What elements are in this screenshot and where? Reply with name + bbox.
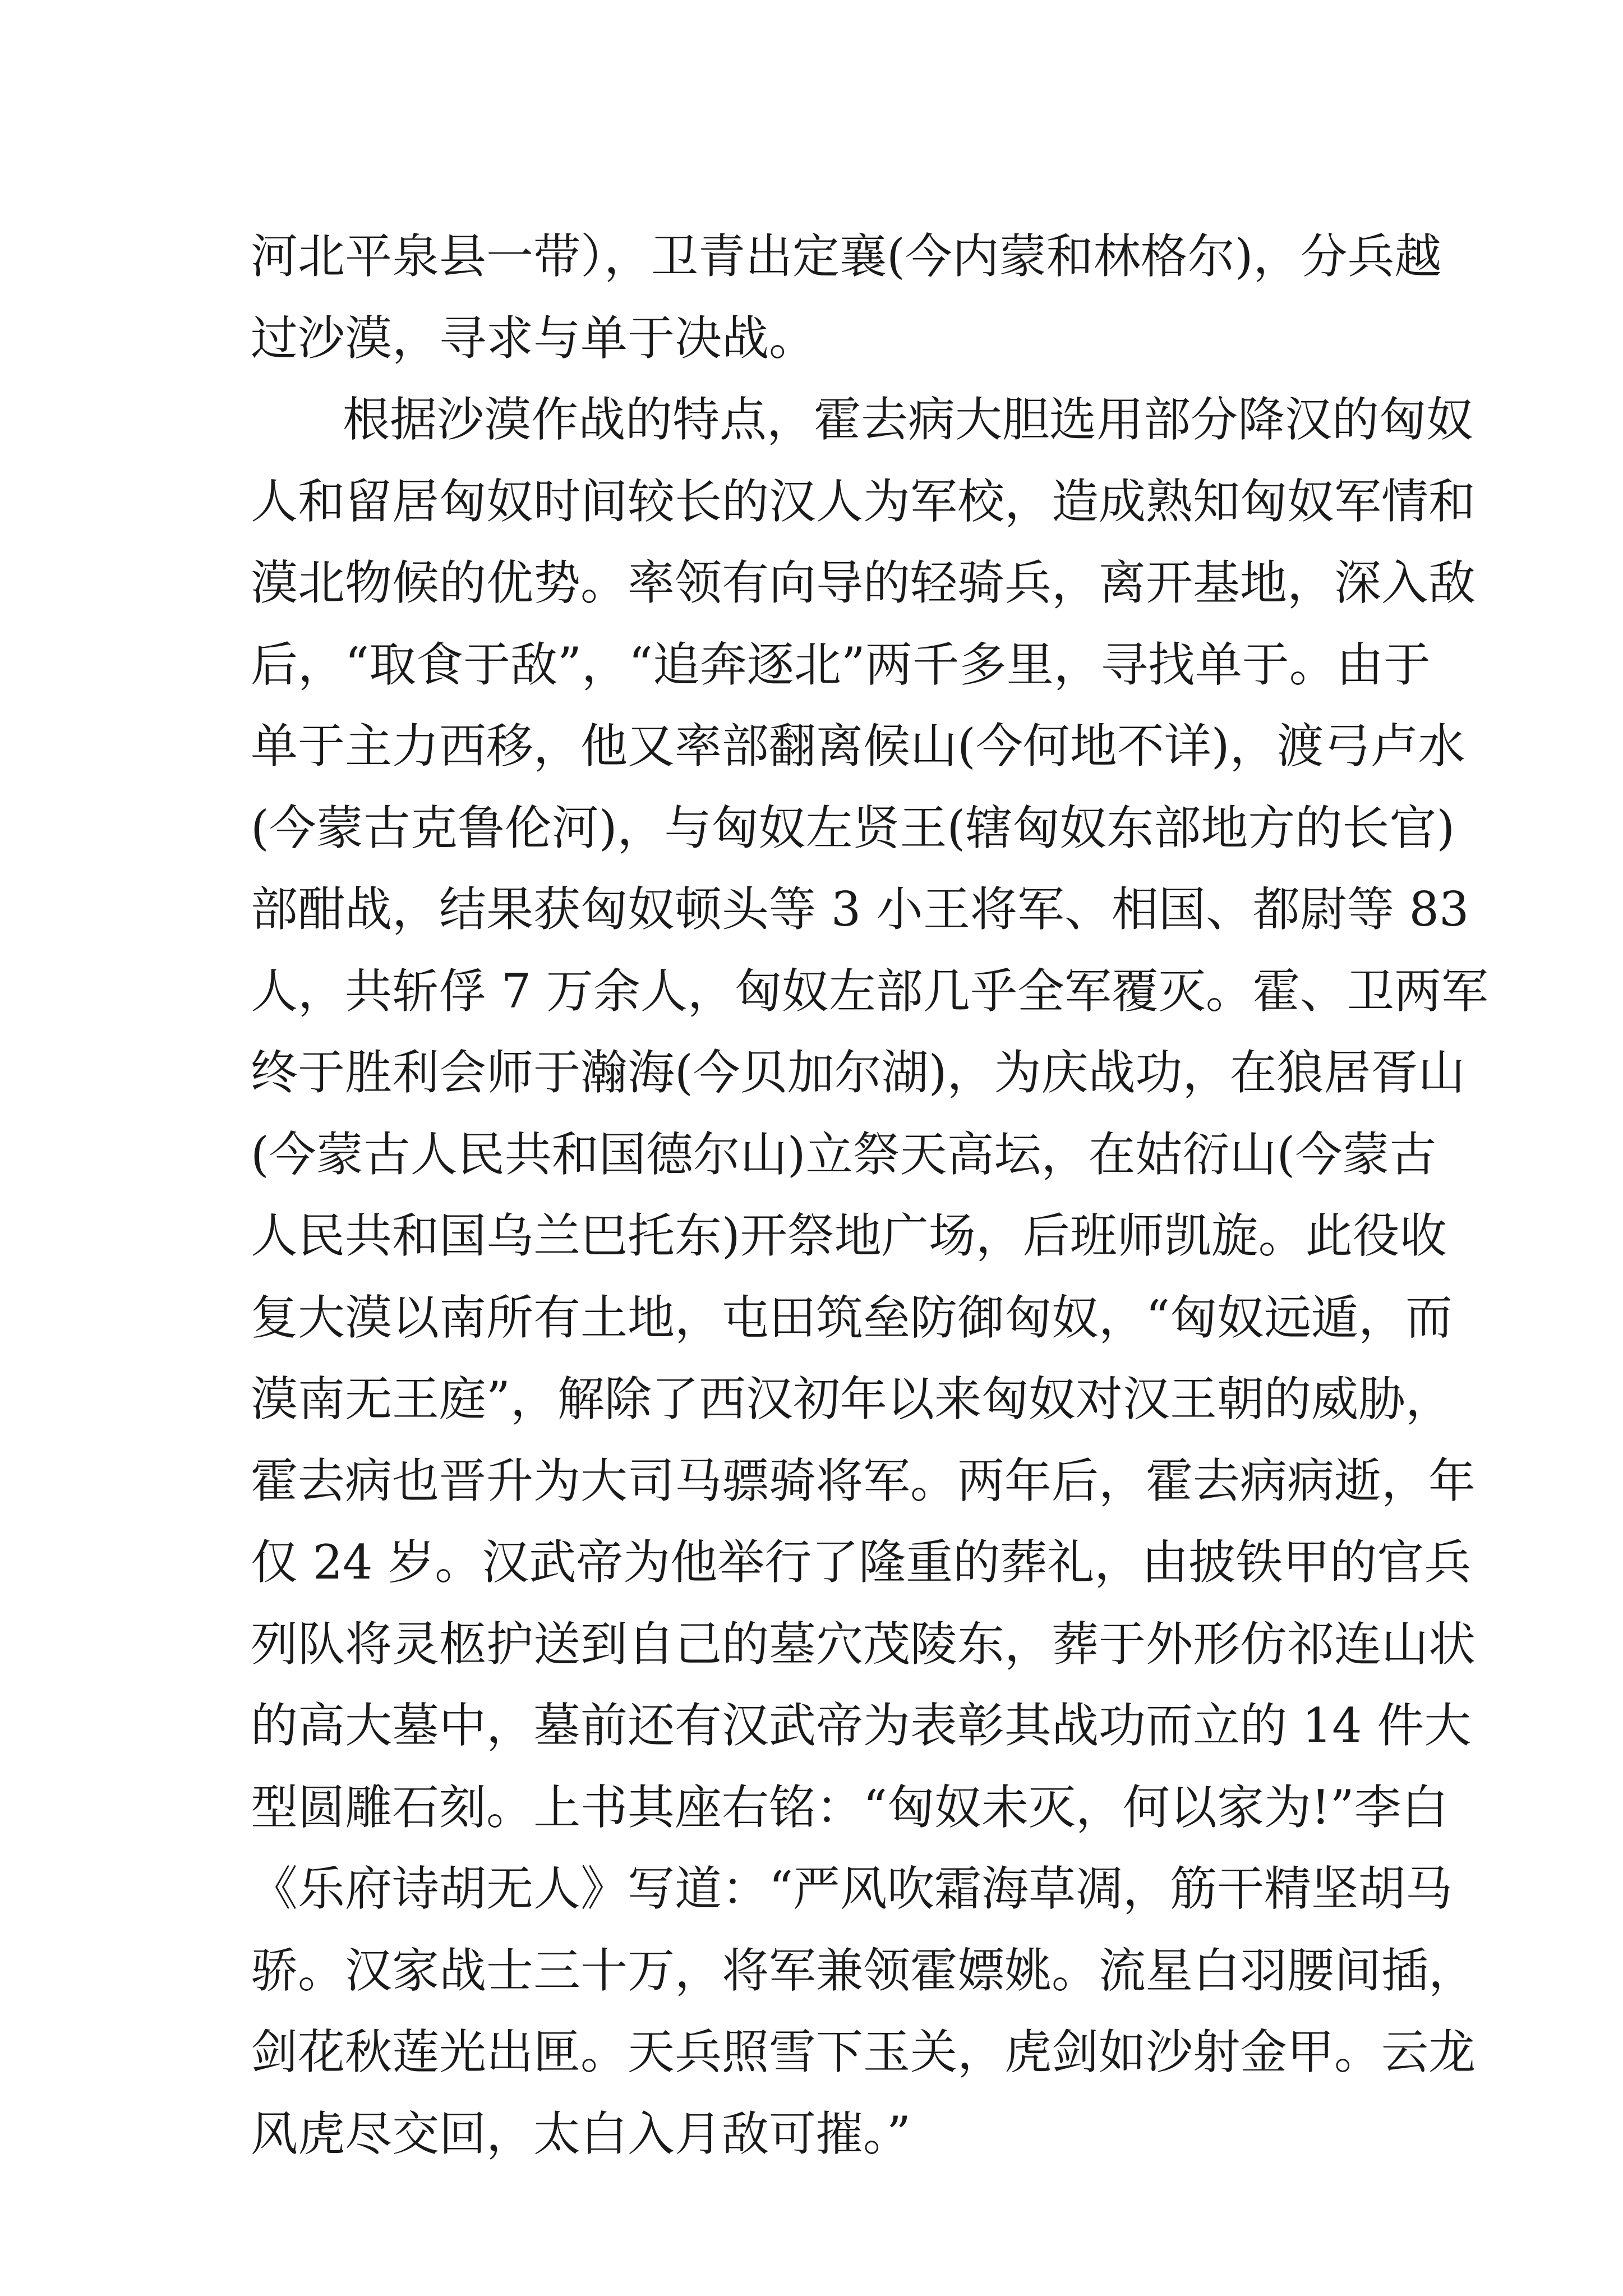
text-line: 的高大墓中，墓前还有汉武帝为表彰其战功而立的 14 件大 bbox=[251, 1698, 1472, 1753]
text-line: 终于胜利会师于瀚海(今贝加尔湖)，为庆战功，在狼居胥山 bbox=[251, 1045, 1465, 1100]
text-line: 部酣战，结果获匈奴顿头等 3 小王将军、相国、都尉等 83 bbox=[251, 882, 1469, 937]
text-line: 人，共斩俘 7 万余人，匈奴左部几乎全军覆灭。霍、卫两军 bbox=[251, 963, 1488, 1019]
text-line: 复大漠以南所有土地，屯田筑垒防御匈奴，“匈奴远遁，而 bbox=[251, 1290, 1453, 1345]
text-line: 型圆雕石刻。上书其座右铭：“匈奴未灭，何以家为!”李白 bbox=[251, 1779, 1449, 1835]
text-line: 骄。汉家战士三十万，将军兼领霍嫖姚。流星白羽腰间插， bbox=[251, 1943, 1476, 1998]
text-line: 霍去病也晋升为大司马骠骑将军。两年后，霍去病病逝，年 bbox=[251, 1453, 1476, 1508]
text-line: (今蒙古人民共和国德尔山)立祭天高坛，在姑衍山(今蒙古 bbox=[251, 1126, 1437, 1182]
text-line: 《乐府诗胡无人》写道：“严风吹霜海草凋，筋干精坚胡马 bbox=[251, 1861, 1453, 1916]
text-line: 过沙漠，寻求与单于决战。 bbox=[251, 310, 817, 366]
body-text bbox=[251, 216, 1488, 2175]
paragraph-first-line: 根据沙漠作战的特点，霍去病大胆选用部分降汉的匈奴 bbox=[343, 392, 1474, 447]
text-line: 后，“取食于敌”，“追奔逐北”两千多里，寻找单于。由于 bbox=[251, 637, 1431, 692]
text-line: (今蒙古克鲁伦河)，与匈奴左贤王(辖匈奴东部地方的长官) bbox=[251, 800, 1455, 855]
text-line: 剑花秋莲光出匣。天兵照雪下玉关，虎剑如沙射金甲。云龙 bbox=[251, 2024, 1476, 2079]
text-line: 漠南无王庭”，解除了西汉初年以来匈奴对汉王朝的威胁， bbox=[251, 1372, 1453, 1427]
text-line: 漠北物候的优势。率领有向导的轻骑兵，离开基地，深入敌 bbox=[251, 555, 1476, 610]
text-line: 人民共和国乌兰巴托东)开祭地广场，后班师凯旋。此役收 bbox=[251, 1208, 1447, 1263]
text-line: 仅 24 岁。汉武帝为他举行了隆重的葬礼，由披铁甲的官兵 bbox=[251, 1535, 1472, 1590]
text-line: 列队将灵柩护送到自己的墓穴茂陵东，葬于外形仿祁连山状 bbox=[251, 1616, 1476, 1672]
text-line: 人和留居匈奴时间较长的汉人为军校，造成熟知匈奴军情和 bbox=[251, 473, 1476, 529]
text-line: 风虎尽交回，太白入月敌可摧。” bbox=[251, 2106, 911, 2161]
text-line: 河北平泉县一带），卫青出定襄(今内蒙和林格尔)，分兵越 bbox=[251, 229, 1442, 284]
text-line: 单于主力西移，他又率部翻离候山(今何地不详)，渡弓卢水 bbox=[251, 719, 1465, 774]
